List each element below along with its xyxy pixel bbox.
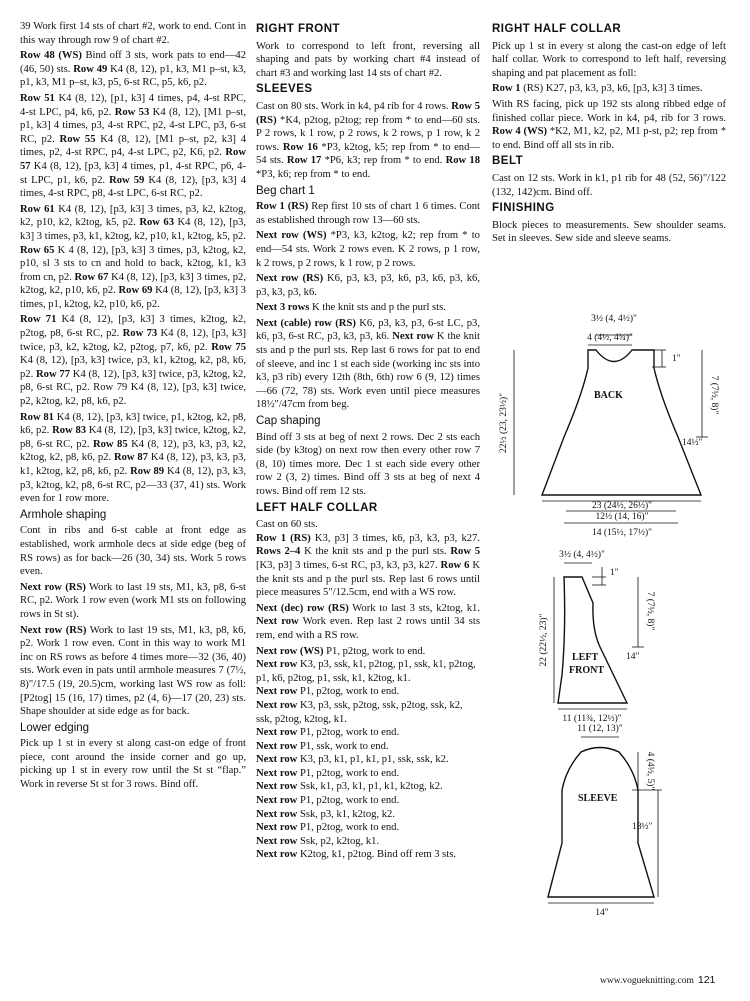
- row-label: Row 69: [118, 285, 153, 297]
- row-label: Row 16: [282, 141, 318, 153]
- row-label: Next (cable) row (RS): [256, 317, 356, 329]
- para-rows-71-79: Row 71 K4 (8, 12), [p3, k3] 3 times, k2tog, k2, p2tog, p8, 6-st RC, p2. Row 73 K4 (8, 12), [p3, k3] twice, p3, k2, k2tog, k2, p2tog, p7, k6, p2. Row 75 K4 (8, 12), [p3, k3] twice, p3, k1, k2tog, k2, p8, k6, p2. Row 77 K4 (8, 12), [p3, k3] twice, p3, k2tog, k2, p8, 6-st RC, p2. Row 79 K4 (8, 12), [p3, k3] twice, p2, k2tog, k2, p8, k6, p2.: [20, 314, 247, 408]
- heading-sleeves: SLEEVES: [256, 83, 313, 96]
- column-1: [20, 20, 246, 794]
- back-label: BACK: [594, 390, 623, 401]
- row-label: Next row: [256, 740, 298, 752]
- row-label: Next row: [256, 781, 298, 793]
- row-label: Row 67: [74, 271, 109, 283]
- row-label: Next row: [256, 795, 298, 807]
- front-armhole-dim: 7 (7½, 8)": [645, 591, 655, 631]
- row-label: Next row: [256, 659, 298, 671]
- para-right-collar: Pick up 1 st in every st along the cast-on edge of left half collar. Work to correspond to left half, reversing shaping and pat placement as foll:: [492, 40, 726, 79]
- para-finishing: Block pieces to measurements. Sew shoulder seams. Set in sleeves. Sew side and sleeve seams.: [492, 219, 726, 245]
- row-label: Row 5 (RS): [256, 100, 480, 126]
- sleeve-label: SLEEVE: [578, 793, 618, 804]
- para-sleeve-next-3: Next 3 rows K the knit sts and p the purl sts.: [256, 302, 446, 314]
- front-side-dim: 14": [626, 652, 640, 662]
- collar-row-line: Next row (WS) P1, p2tog, work to end.: [256, 645, 426, 657]
- para-sleeve-next-rs: Next row (RS) K6, p3, k3, p3, k6, p3, k6, p3, k6, p3, k3, p3, k6.: [256, 273, 480, 298]
- para-row-39: 39 Work first 14 sts of chart #2, work to end. Cont in this way through row 9 of chart #2.: [20, 21, 246, 46]
- row-label: Next row (WS): [256, 230, 327, 242]
- para-chart-row-1: Row 1 (RS) Rep first 10 sts of chart 1 6 times. Cont as established through row 13—60 sts.: [256, 201, 480, 226]
- row-label: Row 73: [122, 328, 158, 340]
- row-label: Rows 2–4: [256, 546, 301, 558]
- row-label: Next row (RS): [20, 624, 87, 636]
- heading-lower-edging: Lower edging: [20, 721, 90, 734]
- row-label: Next row (RS): [256, 273, 324, 285]
- heading-armhole-shaping: Armhole shaping: [20, 508, 107, 521]
- collar-row-line: Next row P1, ssk, work to end.: [256, 740, 389, 752]
- heading-finishing: FINISHING: [492, 202, 555, 215]
- para-armhole: Cont in ribs and 6-st cable at front edge as established, work armhole decs at side edge (beg of RS rows) as for back—26 (30, 34) sts. Work 5 rows even.: [20, 525, 246, 578]
- para-ribbed-edge: With RS facing, pick up 192 sts along ribbed edge of finished collar piece. Work in k4, p4, rib for 3 rows. Row 4 (WS) *K2, M1, k2, p2, M1 p-st, p2; rep from * to end. Bind off all sts in rib.: [492, 98, 727, 151]
- row-label: Next row: [256, 767, 298, 779]
- row-label: Next row: [256, 808, 298, 820]
- left-front-outline: [558, 577, 627, 703]
- row-label: Next row: [256, 835, 298, 847]
- page-number: 121: [697, 974, 716, 986]
- heading-belt: BELT: [492, 155, 524, 168]
- row-label: Next (dec) row (RS): [256, 602, 349, 614]
- back-drop-dim: 1": [672, 354, 681, 364]
- footer-url: www.vogueknitting.com: [600, 976, 694, 986]
- front-drop-dim: 1": [610, 568, 619, 578]
- row-label: Row 65: [20, 244, 55, 256]
- para-belt: Cast on 12 sts. Work in k1, p1 rib for 48 (52, 56)"/122 (132, 142)cm. Bind off.: [492, 172, 726, 198]
- row-label: Next row (WS): [256, 645, 324, 657]
- back-side-dim: 14½": [682, 438, 703, 448]
- para-cap-shaping: Bind off 3 sts at beg of next 2 rows. Dec 2 sts each side (by k3tog) on next row then every other row 7 (8, 10) times more. Dec 1 st each side every other row 2 (3, 2) times. Bind off 3 sts at beg of next 4 rows. Bind off rem 12 sts.: [256, 431, 480, 497]
- row-label: Next row: [256, 754, 298, 766]
- row-label: Row 71: [20, 314, 57, 326]
- collar-row-line: Next row K3, p3, k1, p1, k1, p1, ssk, ssk, k2.: [256, 754, 449, 766]
- back-hem-dim: 23 (24½, 26½)": [591, 501, 653, 511]
- collar-row-line: Next row K2tog, k1, p2tog. Bind off rem 3 sts.: [256, 849, 457, 861]
- row-label: Next row (RS): [20, 581, 86, 593]
- collar-row-line: Next row Ssk, k1, p3, k1, p1, k1, k2tog, k2.: [256, 781, 443, 793]
- collar-row-line: Next row K3, p3, ssk, p2tog, ssk, p2tog, ssk, k2, ssk, p2tog, k2tog, k1.: [256, 699, 463, 725]
- row-label: Row 85: [92, 438, 128, 450]
- para-rows-81-89: Row 81 K4 (8, 12), [p3, k3] twice, p1, k2tog, k2, p8, k6, p2. Row 83 K4 (8, 12), [p3, k3] twice, k2tog, k2, p8, 6-st RC, p2. Row 85 K4 (8, 12), p3, k3, p3, k2, k2tog, k2, p8, k6, p2. Row 87 K4 (8, 12), p3, k3, p3, k1, k2tog, k2, p8, k6, p2. Row 89 K4 (8, 12), p3, k3, p3, k2tog, k2, p8, 6-st RC, p2—33 (37, 41) sts. Work even for 1 row more.: [20, 411, 247, 505]
- row-label: Row 77: [36, 368, 71, 380]
- row-label: Row 51: [20, 92, 55, 104]
- row-label: Next 3 rows: [256, 302, 310, 314]
- row-label: Row 4 (WS): [492, 126, 548, 138]
- row-label: Row 83: [52, 425, 87, 437]
- back-length-dim: 22½ (23, 23½)": [499, 392, 509, 454]
- collar-row-line: Next row P1, p2tog, work to end.: [256, 767, 400, 779]
- row-label: Row 55: [59, 133, 96, 145]
- back-outline: [542, 350, 701, 495]
- row-label: Row 6: [440, 559, 470, 571]
- row-label: Next row: [256, 686, 298, 698]
- para-armhole-next-1: Next row (RS) Work to last 19 sts, M1, k3, p8, 6-st RC, p2. Work 1 row even (work M1 sts on following rows in St st).: [20, 581, 247, 620]
- para-rows-61-69: Row 61 K4 (8, 12), [p3, k3] 3 times, p3, k2, k2tog, k2, p10, k2, k2tog, k5, p2. Row 63 K4 (8, 12), [p3, k3] 3 times, p3, k1, k2tog, k2, p10, k1, k2tog, k5, p2. Row 65 K 4 (8, 12), [p3, k3] 3 times, p3, k2tog, k2, p10, sl 3 sts to cn and hold to back, k2tog, k1, k3 from cn, p2. Row 67 K4 (8, 12), [p3, k3] 3 times, p2, k2tog, k2, p10, k6, p2. Row 69 K4 (8, 12), [p3, k3] 3 times, p1, k2tog, k2, p10, k6, p2.: [20, 203, 246, 310]
- back-chest-dim: 14 (15½, 17½)": [591, 528, 653, 538]
- row-label: Next row: [256, 699, 298, 711]
- collar-row-line: Next row K3, p3, ssk, k1, p2tog, p1, ssk, k1, p2tog, p1, k6, p2tog, p1, ssk, k1, k2tog, k1.: [256, 659, 476, 684]
- heading-right-front: RIGHT FRONT: [256, 23, 341, 35]
- row-label: Row 87: [113, 452, 149, 464]
- front-label-2: FRONT: [569, 665, 604, 676]
- para-collar-cast-on: Cast on 60 sts.: [256, 519, 318, 531]
- row-label: Row 49: [73, 63, 108, 75]
- row-label: Row 59: [109, 174, 145, 186]
- row-label: Next row: [392, 331, 434, 343]
- collar-row-line: Next row Ssk, p2, k2tog, k1.: [256, 835, 380, 847]
- front-hem-dim: 11 (11¾, 12½)": [562, 714, 622, 724]
- row-label: Row 63: [139, 217, 175, 229]
- para-collar-dec: Next (dec) row (RS) Work to last 3 sts, k2tog, k1. Next row Work even. Rep last 2 rows until 34 sts rem, end with a RS row.: [256, 602, 480, 641]
- para-lower-edging: Pick up 1 st in every st along cast-on edge of front piece, cont around the inside corner and go up, picking up 1 st in every row until the St st “flap.” Work in reverse St st for 3 rows. Bind off.: [20, 738, 246, 791]
- para-rows-51-59: Row 51 K4 (8, 12), [p1, k3] 4 times, p4, 4-st RPC, 4-st LPC, p4, k6, p2. Row 53 K4 (8, 12), [M1 p–st, p1, k3] 4 times, p3, 4-st RPC, p2, 4-st LPC, p3, 6-st RC, p2. Row 55 K4 (8, 12), [M1 p–st, p2, k3] 4 times, p2, 4-st RPC, p4, 4-st LPC, p2, K6, p2. Row 57 K4 (8, 12), [p3, k3] 4 times, p1, 4-st RPC, p6, 4-st LPC, p1, k6, p2. Row 59 K4 (8, 12), [p3, k3] 4 times, 4-st RPC, p8, 4-st LPC, 6-st RC, p2.: [20, 92, 247, 200]
- row-label: Row 17: [286, 155, 322, 167]
- para-right-collar-row-1: Row 1 (RS) K27, p3, k3, p3, k6, [p3, k3] 3 times.: [492, 83, 703, 95]
- row-label: Row 61: [20, 203, 55, 215]
- collar-row-line: Next row P1, p2tog, work to end.: [256, 795, 400, 807]
- row-label: Row 81: [20, 411, 54, 423]
- para-right-front: Work to correspond to left front, reversing all shaping and pats by working chart #4 instead of chart #3 and working last 14 sts of chart #2.: [256, 40, 480, 79]
- row-label: Row 48 (WS): [20, 50, 82, 62]
- para-armhole-next-2: Next row (RS) Work to last 19 sts, M1, k3, p8, k6, p2. Work 1 row even. Cont in this way to work M1 inc on RS rows as before 4 times more—32 (36, 40) sts. Work even in pats until armhole measures 7 (7½, 8)"/17.5 (19, 20.5)cm, working last WS row as foll: [P2tog] 15 (16, 17) times, p2 (4, 6)—17 (20, 23) sts. Shape shoulder at side edge as for back.: [20, 624, 247, 718]
- para-sleeve-next-ws: Next row (WS) *P3, k3, k2tog, k2; rep from * to end—54 sts. Work 2 rows even. K 2 rows, p 1 row, k 2 rows, p 2 rows, k 1 row, p 2 rows.: [256, 230, 480, 269]
- row-label: Row 53: [114, 106, 150, 118]
- sleeve-top-dim: 11 (12, 13)": [577, 724, 623, 734]
- collar-row-line: Next row P1, p2tog, work to end.: [256, 727, 400, 739]
- page-footer: [600, 974, 715, 986]
- row-label: Row 5: [450, 546, 481, 558]
- collar-row-line: Next row P1, p2tog, work to end.: [256, 686, 400, 698]
- row-label: Row 18: [445, 155, 480, 167]
- back-waist-dim: 12½ (14, 16)": [595, 512, 649, 522]
- schematic-diagrams: [492, 305, 742, 970]
- column-2: [256, 20, 480, 862]
- front-neck-top-dim: 3½ (4, 4½)": [559, 550, 605, 560]
- row-label: Row 1: [492, 83, 521, 95]
- heading-right-half-collar: RIGHT HALF COLLAR: [492, 23, 622, 35]
- collar-row-line: Next row Ssk, p3, k1, k2tog, k2.: [256, 808, 396, 820]
- sleeve-cap-dim: 4 (4½, 5)": [645, 751, 655, 791]
- para-rows-48-49: Row 48 (WS) Bind off 3 sts, work pats to end—42 (46, 50) sts. Row 49 K4 (8, 12), p1, k3, M1 p–st, k3, p1, k3, M1 p–st, k3, p5, 6-st RC, p5, k6, p2.: [20, 50, 247, 89]
- heading-cap-shaping: Cap shaping: [256, 415, 321, 428]
- front-length-dim: 22 (22½, 23)": [539, 613, 549, 667]
- row-label: Next row: [256, 616, 299, 628]
- back-neck-top-dim: 3½ (4, 4½)": [591, 314, 637, 324]
- row-label: Next row: [256, 822, 298, 834]
- para-sleeves: Cast on 80 sts. Work in k4, p4 rib for 4 rows. Row 5 (RS) *K4, p2tog, p2tog; rep from * to end—60 sts. P 2 rows, k 1 row, p 2 rows, k 2 rows, p 1 row, k 2 rows. Row 16 *P3, k2tog, k5; rep from * to end—54 sts. Row 17 *P6, k3; rep from * to end. Row 18 *P3, k6; rep from * to end.: [256, 100, 480, 180]
- heading-beg-chart-1: Beg chart 1: [256, 184, 315, 197]
- row-label: Row 75: [211, 341, 246, 353]
- row-label: Row 57: [20, 147, 246, 172]
- para-collar-rows: Row 1 (RS) K3, p3] 3 times, k6, p3, k3, p3, k27. Rows 2–4 K the knit sts and p the purl sts. Row 5 [K3, p3] 3 times, 6-st RC, p3, k3, p3, k27. Row 6 K the knit sts and p the purl sts. Rep last 6 rows until piece measures 5"/12.5cm, end with a WS row.: [256, 532, 481, 599]
- back-shoulder-dim: 4 (4½, 4¾)": [587, 333, 633, 343]
- row-label: Row 89: [130, 466, 165, 477]
- row-label: Row 1 (RS): [256, 532, 311, 544]
- row-label: Next row: [256, 727, 298, 739]
- sleeve-length-dim: 18½": [632, 822, 653, 832]
- collar-row-list: [256, 645, 480, 863]
- heading-left-half-collar: LEFT HALF COLLAR: [256, 501, 378, 514]
- para-sleeve-cable: Next (cable) row (RS) K6, p3, k3, p3, 6-st LC, p3, k6, p3, 6-st RC, p3, k3, p3, k6. Next row K the knit sts and p the purl sts. Rep last 6 rows for pat to end of sleeve, and inc 1 st each side (working inc sts into k3, p3 rib) every 12th (8th, 6th) row 6 (9, 12) times—66 (72, 78) sts. Work even until piece measures 18½"/47cm from beg.: [256, 317, 480, 411]
- back-armhole-dim: 7 (7½, 8)": [709, 375, 719, 415]
- row-label: Next row: [256, 849, 298, 861]
- collar-row-line: Next row P1, p2tog, work to end.: [256, 822, 400, 834]
- row-label: Row 1 (RS): [256, 201, 309, 213]
- column-3: [492, 20, 726, 248]
- sleeve-cuff-dim: 14": [595, 908, 609, 918]
- front-label-1: LEFT: [572, 652, 599, 663]
